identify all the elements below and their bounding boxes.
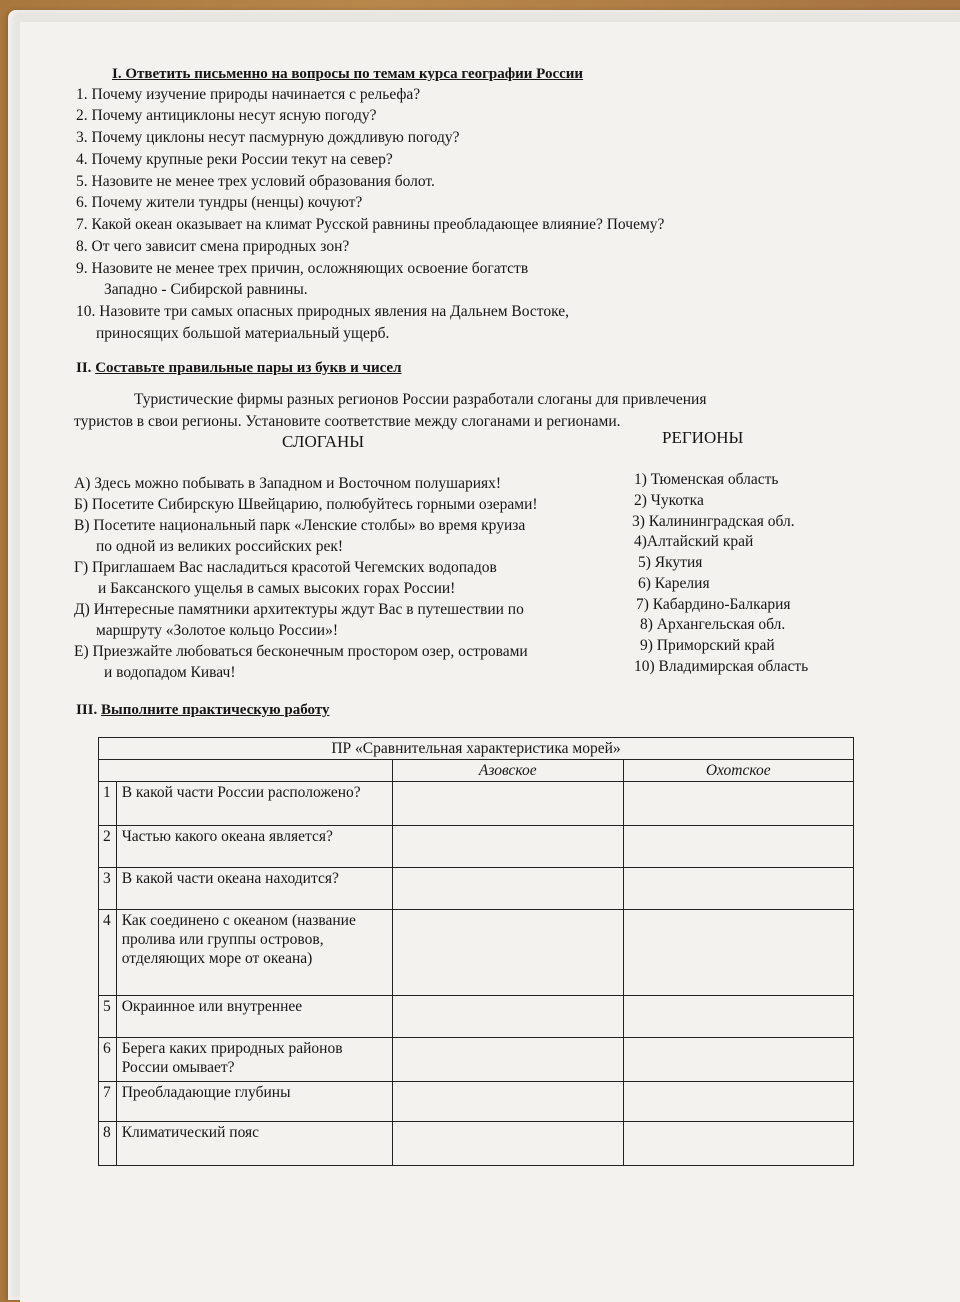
region-5: 5) Якутия [638, 554, 703, 571]
region-8: 8) Архангельская обл. [640, 616, 786, 633]
table-row [99, 910, 854, 996]
table-caption: ПР «Сравнительная характеристика морей» [99, 738, 854, 760]
row-question: В какой части России расположено? [116, 782, 392, 826]
question-10-cont: приносящих большой материальный ущерб. [96, 325, 390, 342]
question-3: 3. Почему циклоны несут пасмурную дождливую погоду? [76, 129, 460, 146]
table-row [99, 1122, 854, 1166]
region-9: 9) Приморский край [640, 637, 775, 654]
answer-cell-azov[interactable] [393, 826, 623, 868]
slogan-e-cont: и водопадом Кивач! [104, 664, 236, 681]
region-6: 6) Карелия [638, 575, 710, 592]
question-6: 6. Почему жители тундры (ненцы) кочуют? [76, 194, 363, 211]
table-row [99, 868, 854, 910]
question-5: 5. Назовите не менее трех условий образования болот. [76, 173, 435, 190]
answer-cell-azov[interactable] [393, 1038, 623, 1082]
section2-intro-line1: Туристические фирмы разных регионов России разработали слоганы для привлечения [134, 391, 707, 408]
row-number: 8 [99, 1122, 117, 1166]
answer-cell-azov[interactable] [393, 910, 623, 996]
table-row [99, 1082, 854, 1122]
table-row [99, 1038, 854, 1082]
region-7: 7) Кабардино-Балкария [636, 596, 791, 613]
answer-cell-azov[interactable] [393, 868, 623, 910]
question-10: 10. Назовите три самых опасных природных явления на Дальнем Востоке, [76, 303, 570, 320]
col-azov: Азовское [393, 760, 623, 782]
section2-intro-line2: туристов в свои регионы. Установите соответствие между слоганами и регионами. [74, 413, 621, 430]
row-number: 3 [99, 868, 117, 910]
question-9: 9. Назовите не менее трех причин, осложняющих освоение богатств [76, 260, 529, 277]
answer-cell-azov[interactable] [393, 782, 623, 826]
row-number: 1 [99, 782, 117, 826]
answer-cell-okhotsk[interactable] [623, 1038, 853, 1082]
col-okhotsk: Охотское [623, 760, 853, 782]
slogans-header: СЛОГАНЫ [282, 432, 365, 451]
comparison-table [98, 737, 854, 1166]
region-2: 2) Чукотка [634, 492, 704, 509]
answer-cell-azov[interactable] [393, 1082, 623, 1122]
question-7: 7. Какой океан оказывает на климат Русской равнины преобладающее влияние? Почему? [76, 216, 665, 233]
table-header-blank [99, 760, 393, 782]
slogan-e: Е) Приезжайте любоваться бесконечным простором озер, островами [74, 643, 528, 660]
answer-cell-okhotsk[interactable] [623, 1082, 853, 1122]
section1-title: I. Ответить письменно на вопросы по темам курса географии России [112, 66, 584, 82]
answer-cell-okhotsk[interactable] [623, 910, 853, 996]
question-2: 2. Почему антициклоны несут ясную погоду? [76, 107, 377, 124]
row-question: Берега каких природных районов России омывает? [116, 1038, 392, 1082]
row-question: Преобладающие глубины [116, 1082, 392, 1122]
worksheet-page [20, 22, 960, 1302]
slogan-d-cont: маршруту «Золотое кольцо России»! [96, 622, 339, 639]
table-row [99, 996, 854, 1038]
regions-header: РЕГИОНЫ [662, 428, 744, 447]
answer-cell-azov[interactable] [393, 996, 623, 1038]
row-number: 6 [99, 1038, 117, 1082]
table-row [99, 826, 854, 868]
slogan-v: В) Посетите национальный парк «Ленские столбы» во время круиза [74, 517, 526, 534]
table-caption-row [99, 738, 854, 760]
answer-cell-okhotsk[interactable] [623, 868, 853, 910]
row-question: Частью какого океана является? [116, 826, 392, 868]
question-8: 8. От чего зависит смена природных зон? [76, 238, 350, 255]
row-number: 5 [99, 996, 117, 1038]
row-number: 4 [99, 910, 117, 996]
answer-cell-okhotsk[interactable] [623, 996, 853, 1038]
slogan-v-cont: по одной из великих российских рек! [96, 538, 344, 555]
slogan-a: А) Здесь можно побывать в Западном и Восточном полушариях! [74, 475, 502, 492]
question-1: 1. Почему изучение природы начинается с рельефа? [76, 86, 421, 103]
row-question: Климатический пояс [116, 1122, 392, 1166]
question-4: 4. Почему крупные реки России текут на север? [76, 151, 393, 168]
slogan-g: Г) Приглашаем Вас насладиться красотой Чегемских водопадов [74, 559, 497, 576]
region-4: 4)Алтайский край [634, 533, 754, 550]
row-number: 7 [99, 1082, 117, 1122]
answer-cell-okhotsk[interactable] [623, 1122, 853, 1166]
row-question: Окраинное или внутреннее [116, 996, 392, 1038]
row-number: 2 [99, 826, 117, 868]
region-1: 1) Тюменская область [634, 471, 779, 488]
question-9-cont: Западно - Сибирской равнины. [104, 281, 308, 298]
section3-title: III. Выполните практическую работу [76, 702, 330, 718]
row-question: Как соединено с океаном (название пролива или группы островов, отделяющих море от океана) [116, 910, 392, 996]
slogan-d: Д) Интересные памятники архитектуры ждут Вас в путешествии по [74, 601, 524, 618]
answer-cell-azov[interactable] [393, 1122, 623, 1166]
region-3: 3) Калининградская обл. [632, 513, 795, 530]
section2-title: II. Составьте правильные пары из букв и чисел [76, 360, 402, 376]
slogan-b: Б) Посетите Сибирскую Швейцарию, полюбуйтесь горными озерами! [74, 496, 538, 513]
table-row [99, 782, 854, 826]
answer-cell-okhotsk[interactable] [623, 826, 853, 868]
answer-cell-okhotsk[interactable] [623, 782, 853, 826]
row-question: В какой части океана находится? [116, 868, 392, 910]
table-header-row [99, 760, 854, 782]
slogan-g-cont: и Баксанского ущелья в самых высоких горах России! [98, 580, 456, 597]
region-10: 10) Владимирская область [634, 658, 809, 675]
